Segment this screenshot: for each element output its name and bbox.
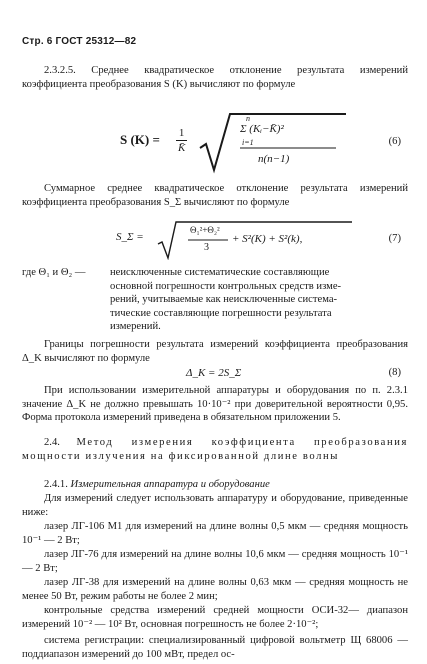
where-description — [110, 266, 408, 334]
equipment-item-text: лазер ЛГ-76 для измерений на длине волны 10,6 мкм — средняя мощность 10⁻¹ — 2 Вт; — [22, 549, 408, 574]
where-line: измерений. — [110, 321, 161, 333]
equipment-item-text: лазер ЛГ-106 М1 для измерений на длине волны 0,5 мкм — средняя мощность 10⁻¹ — 2 Вт; — [22, 521, 408, 546]
formula-6-kbar: K̄ — [178, 142, 186, 155]
formula-7 — [116, 220, 356, 260]
formula-6-prefactor — [176, 126, 187, 155]
sum-expression: Σ (Kᵢ−K̄)² — [240, 123, 284, 135]
formula-6-denominator: n(n−1) — [258, 153, 290, 165]
paragraph-text: 2.3.2.5. Среднее квадратическое отклонение результата измерений коэффициента преобразования S (K) вычисляют по формуле — [22, 65, 408, 90]
where-line: неисключенные систематические составляющие — [110, 267, 330, 278]
formula-7-tail: + S²(K) + S²(k), — [232, 233, 303, 245]
paragraph-2-3-2-5 — [22, 64, 408, 91]
equation-number-8: (8) — [388, 367, 401, 378]
equipment-item — [22, 548, 408, 575]
paragraph-total-deviation — [22, 182, 408, 209]
paragraph-usage-note — [22, 384, 408, 425]
paragraph-text: При использовании измерительной аппаратуры и оборудования по п. 2.3.1 значение Δ_K не должно превышать 10·10⁻² при доверительной вероятности 0,95. Форма протокола измерений приведена в обязательном приложении 5. — [22, 385, 408, 424]
where-line: тические составляющие погрешности результата — [110, 307, 332, 319]
formula-8: Δ_K = 2S_Σ — [186, 367, 242, 379]
equation-number-7: (7) — [388, 233, 401, 244]
where-lead: где Θ₁ и Θ₂ — — [22, 267, 86, 278]
equipment-item — [22, 634, 408, 661]
paragraph-text: Границы погрешности результата измерений коэффициента преобразования Δ_K вычисляют по формуле — [22, 339, 408, 364]
page-header: Стр. 6 ГОСТ 25312—82 — [22, 36, 137, 47]
formula-6-lhs: S (K) = — [120, 132, 160, 147]
equipment-item — [22, 604, 408, 631]
paragraph-equipment-intro — [22, 492, 408, 519]
paragraph-text: Суммарное среднее квадратическое отклонение результата измерений коэффициента преобразования S_Σ вычисляют по формуле — [22, 183, 408, 208]
equipment-item-text: система регистрации: специализированный цифровой вольтметр Щ 68006 — поддиапазон измерений до 100 мВт, предел ос- — [22, 635, 408, 660]
formula-6 — [120, 112, 350, 174]
paragraph-error-bounds — [22, 338, 408, 365]
equipment-item-text: контрольные средства измерений средней мощности ОСИ-32— диапазон измерений 10⁻² — 10² Вт, основная погрешность не более 2·10⁻²; — [22, 605, 408, 630]
section-title: Измерительная аппаратура и оборудование — [70, 479, 270, 490]
sum-upper-limit: n — [246, 114, 250, 123]
section-heading-text — [22, 478, 408, 492]
formula-7-numerator: Θ₁²+Θ₂² — [190, 225, 220, 235]
section-2-4-heading — [22, 436, 408, 463]
section-number: 2.4.1. — [44, 479, 68, 490]
formula-7-lhs: S_Σ = — [116, 231, 144, 243]
paragraph-text: Для измерений следует использовать аппаратуру и оборудование, приведенные ниже: — [22, 493, 408, 518]
equipment-item-text: лазер ЛГ-38 для измерений на длине волны 0,63 мкм — средняя мощность не менее 50 Вт, режим работы не более 2 мин; — [22, 577, 408, 602]
formula-6-one: 1 — [176, 126, 187, 141]
section-title: Метод измерения коэффициента преобразования мощности излучения на фиксированной длине волны — [22, 437, 408, 462]
equipment-item — [22, 576, 408, 603]
where-line: основной погрешности контрольных средств изме- — [110, 280, 342, 292]
formula-7-denominator: 3 — [204, 242, 209, 253]
equation-number-6: (6) — [388, 136, 401, 147]
equipment-item — [22, 520, 408, 547]
section-number: 2.4. — [44, 437, 60, 448]
section-heading-text — [22, 436, 408, 463]
sum-lower-limit: i=1 — [242, 138, 254, 147]
section-2-4-1-heading — [22, 478, 408, 492]
where-line: рений, учитываемые как неисключенные система- — [110, 294, 338, 306]
